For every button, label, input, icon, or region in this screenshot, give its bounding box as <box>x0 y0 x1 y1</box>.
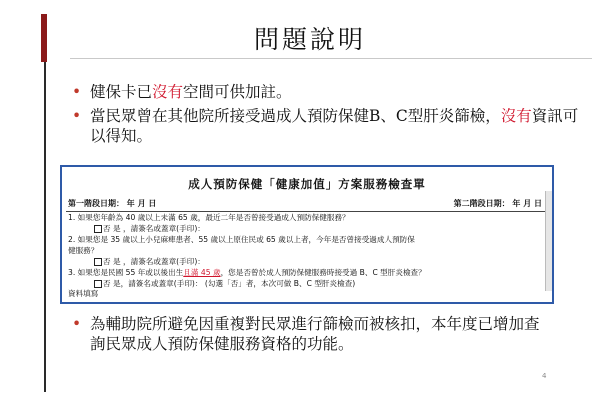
bullet-item: • 為輔助院所避免因重複對民眾進行篩檢而被核扣，本年度已增加查詢民眾成人預防保健服務資格的功能。 <box>72 315 540 353</box>
left-rule <box>44 62 46 392</box>
service-checklist-form <box>60 165 554 304</box>
form-title: 成人預防保健「健康加值」方案服務檢查單 <box>188 177 426 191</box>
bullet-item: • 當民眾曾在其他院所接受過成人預防保健B、C型肝炎篩檢，沒有資訊可以得知。 <box>72 107 579 145</box>
question-2-options: 否 是 ，請簽名或蓋章(手印)： <box>62 256 552 267</box>
bullet-dot-icon: • <box>72 83 82 101</box>
checkbox-icon <box>94 280 102 288</box>
top-bullet-list <box>72 82 592 150</box>
question-1-options: 否 是 ，請簽名或蓋章(手印)： <box>62 223 552 234</box>
page-number: 4 <box>542 372 547 380</box>
stage1-date: 第一階段日期： 年 月 日 <box>68 199 157 208</box>
slide-title: 問題說明 <box>253 25 366 54</box>
form-cut-text: 資料填寫 <box>68 289 99 298</box>
bullet-dot-icon: • <box>72 315 82 333</box>
stage-date-row <box>62 192 552 209</box>
question-2: 2. 如果您是 35 歲以上小兒麻痺患者、55 歲以上原住民或 65 歲以上者，今年是否曾接受過成人預防保 <box>68 235 415 244</box>
question-1: 1. 如果您年齡為 40 歲以上未滿 65 歲，最近二年是否曾接受過成人預防保健服務？ <box>68 213 350 222</box>
question-3: 3. 如果您是民國 55 年或以後出生且滿 45 歲，您是否曾於成人預防保健服務時接受過 B、C 型肝炎檢查？ <box>68 268 426 277</box>
stage2-date: 第二階段日期： 年 月 日 <box>453 199 542 208</box>
title-divider <box>70 58 592 59</box>
bottom-bullet-list <box>72 314 552 358</box>
checkbox-icon <box>94 258 102 266</box>
question-2-cont: 健服務？ <box>68 246 99 255</box>
checkbox-icon <box>94 225 102 233</box>
form-scrollbar[interactable] <box>545 191 552 291</box>
bullet-dot-icon: • <box>72 107 82 125</box>
bullet-item: • 健保卡已沒有空間可供加註。 <box>72 83 292 101</box>
question-3-options: 否 是，請簽名或蓋章(手印)： (勾選「否」者，本次可做 B、C 型肝炎檢查) <box>62 278 552 289</box>
title-accent-bar <box>41 14 47 62</box>
